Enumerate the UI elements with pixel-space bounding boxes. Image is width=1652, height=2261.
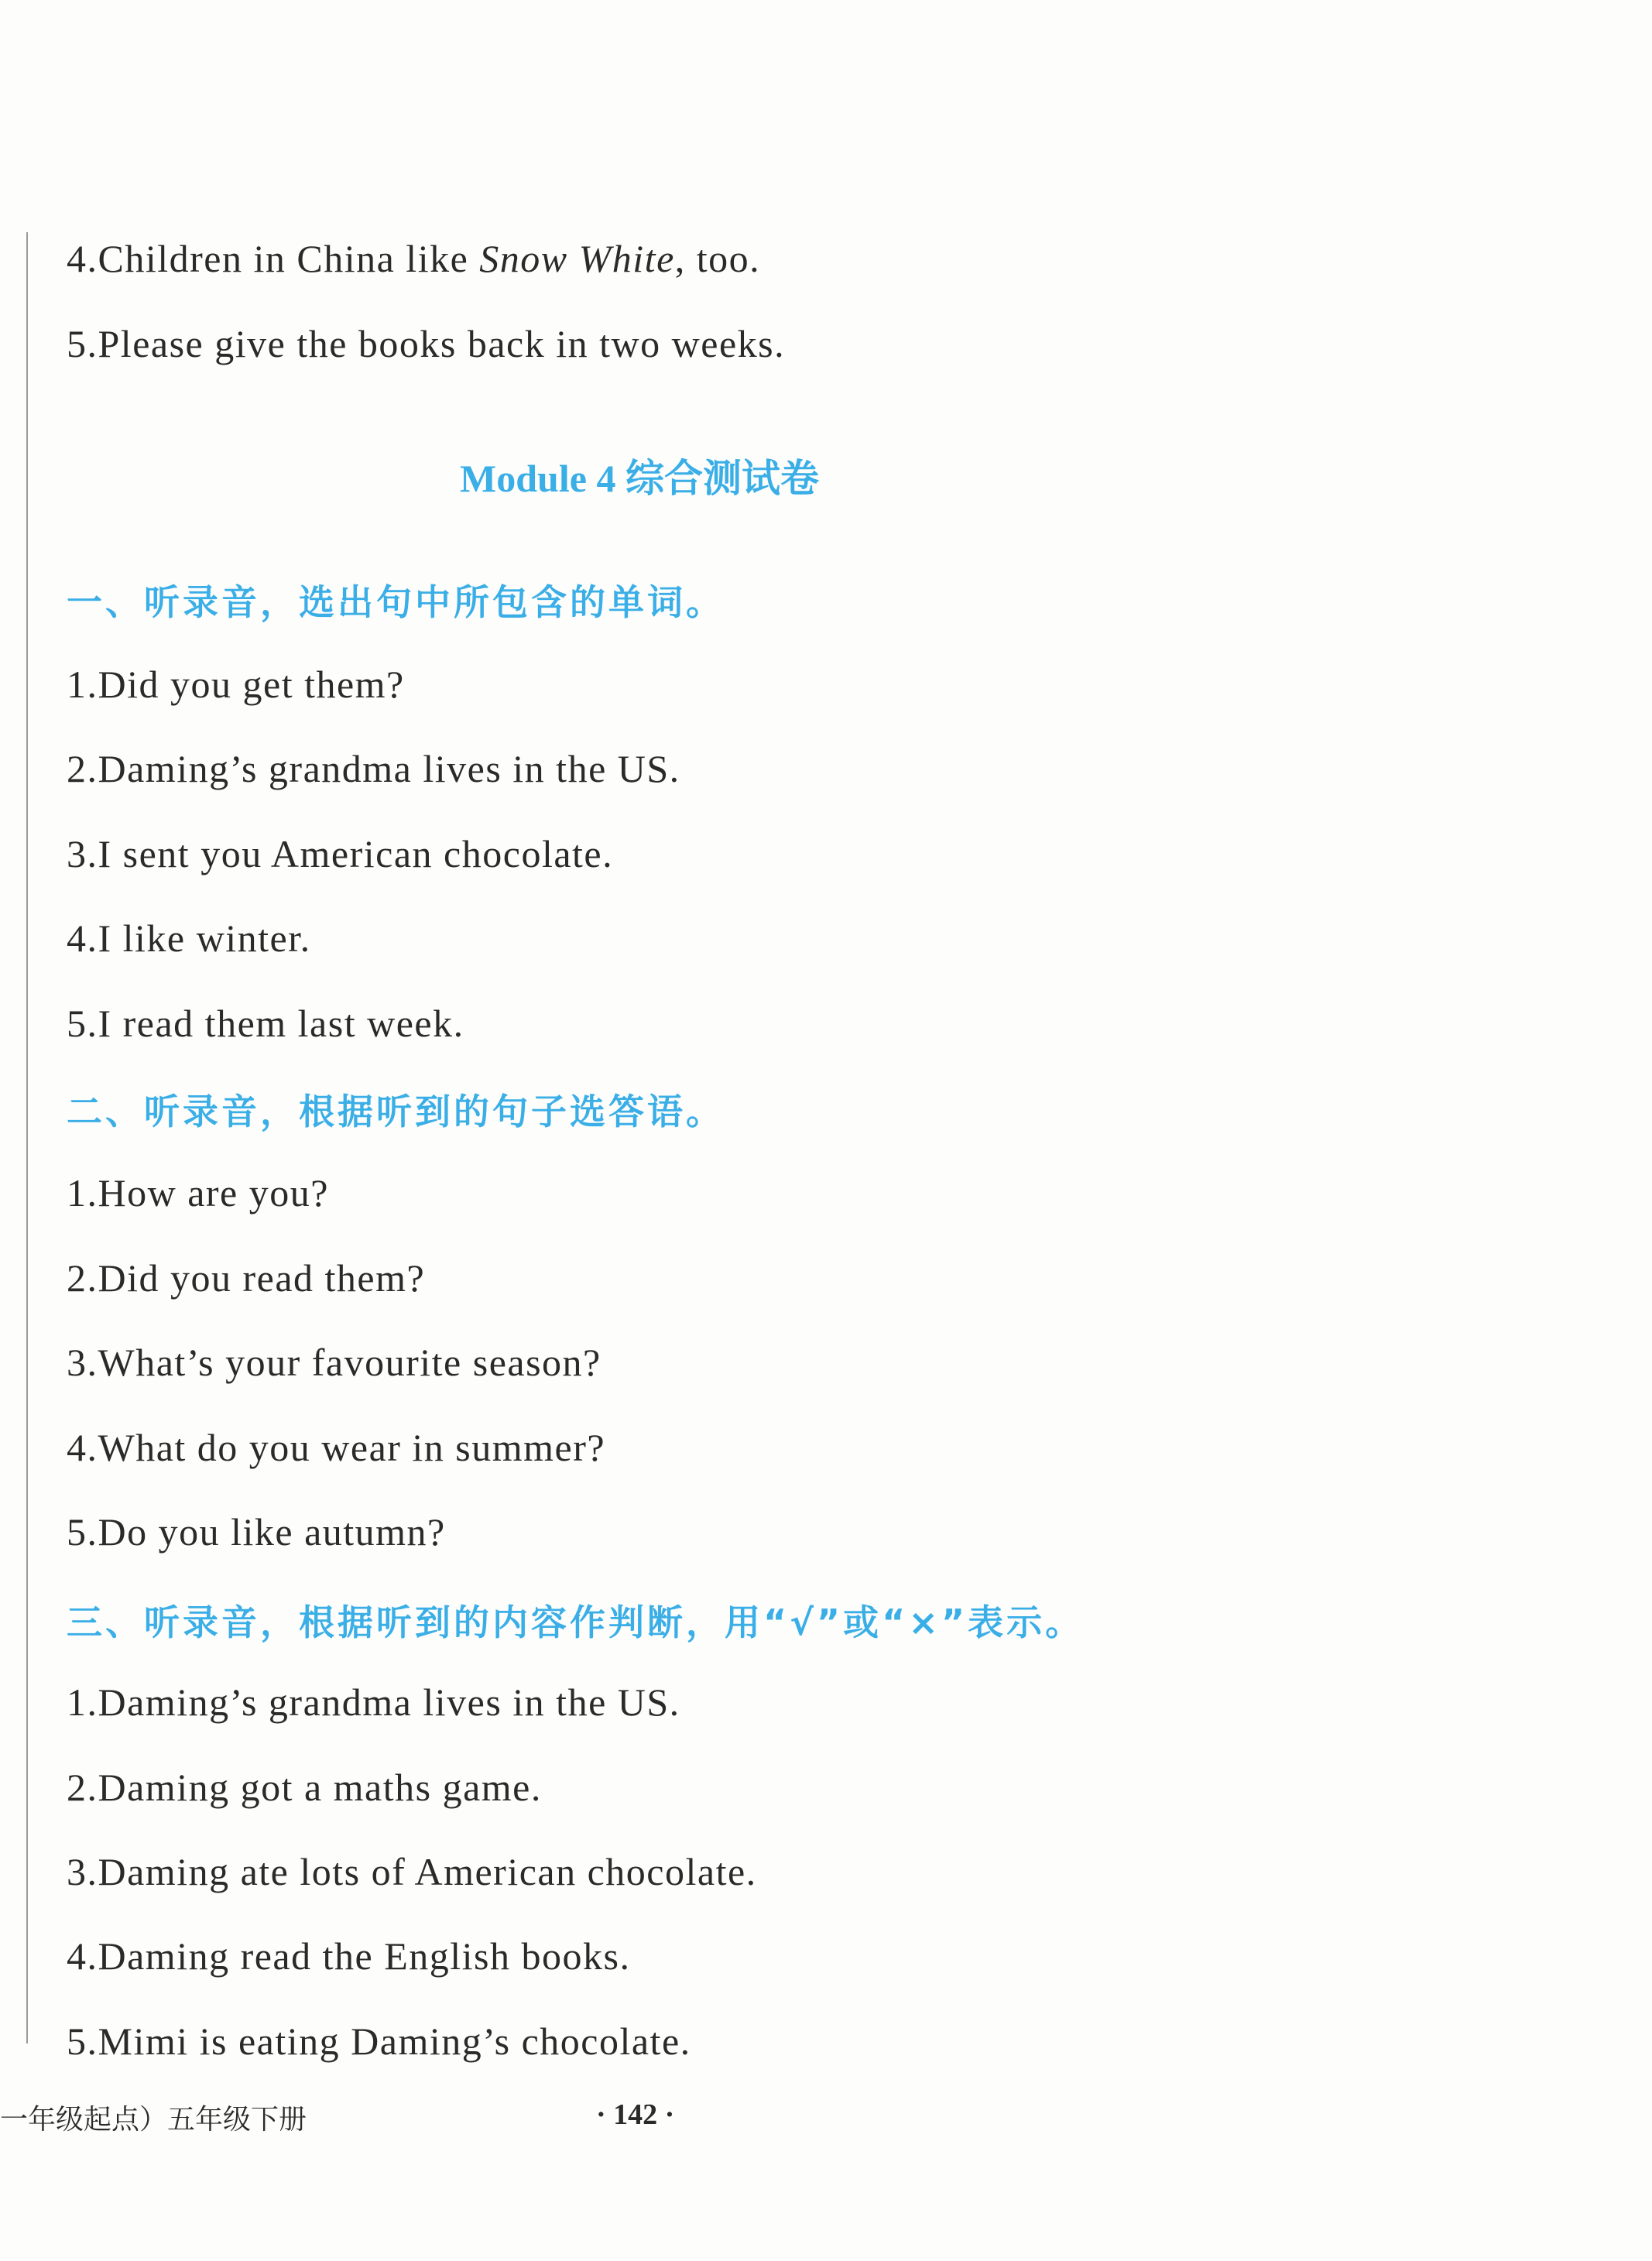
list-item: 4.Daming read the English books. (67, 1934, 631, 1978)
list-item: 5.I read them last week. (67, 1002, 464, 1045)
list-item: 4.I like winter. (67, 916, 311, 960)
list-item: 2.Did you read them? (67, 1256, 426, 1300)
book-label: 一年级起点）五年级下册 (0, 2104, 307, 2136)
list-item: 1.Daming’s grandma lives in the US. (67, 1680, 680, 1724)
section-heading: 二、听录音，根据听到的句子选答语。 (67, 1091, 725, 1132)
list-item: 2.Daming got a maths game. (67, 1766, 542, 1809)
margin-rule (26, 232, 28, 2043)
page-number: · 142 · (596, 2098, 675, 2131)
list-item: 2.Daming’s grandma lives in the US. (67, 747, 680, 790)
list-item: 5.Please give the books back in two weeks. (67, 322, 786, 365)
list-item: 4.What do you wear in summer? (67, 1426, 606, 1469)
list-item: 3.I sent you American chocolate. (67, 832, 614, 875)
item-text-suffix: , too. (674, 237, 761, 280)
book-title: Snow White (479, 237, 675, 280)
item-text-prefix: 4.Children in China like (67, 237, 480, 280)
list-item: 5.Do you like autumn? (67, 1510, 446, 1554)
list-item (67, 236, 760, 281)
section-heading: 一、听录音，选出句中所包含的单词。 (67, 581, 725, 623)
list-item: 1.How are you? (67, 1171, 329, 1214)
module-title: Module 4 综合测试卷 (460, 457, 819, 500)
list-item: 1.Did you get them? (67, 663, 405, 706)
list-item: 5.Mimi is eating Daming’s chocolate. (67, 2019, 691, 2063)
section-heading: 三、听录音，根据听到的内容作判断，用“√”或“×”表示。 (67, 1602, 1085, 1643)
list-item: 3.What’s your favourite season? (67, 1341, 602, 1384)
list-item: 3.Daming ate lots of American chocolate. (67, 1850, 757, 1893)
